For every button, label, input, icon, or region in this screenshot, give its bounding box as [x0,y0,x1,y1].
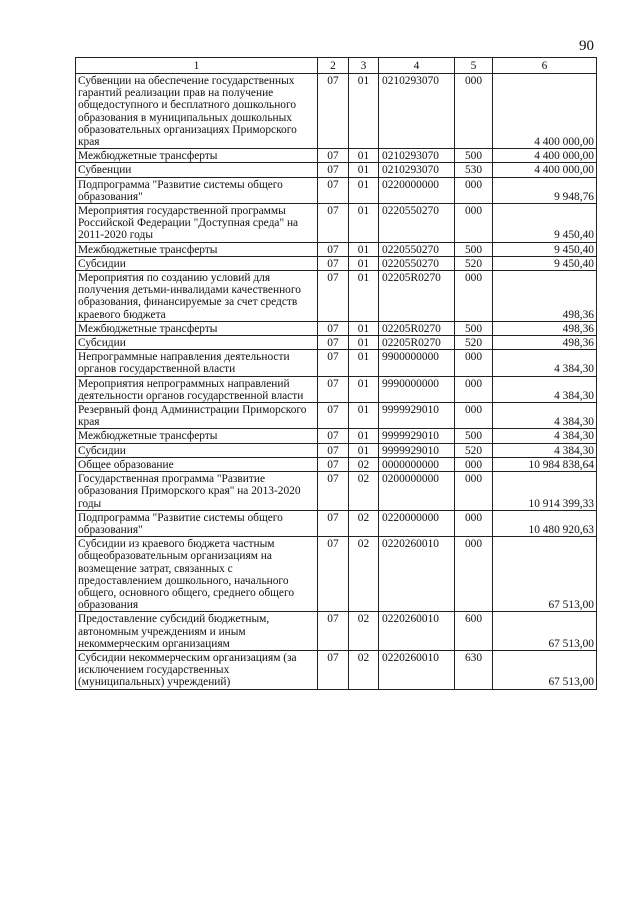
row-amount: 9 450,40 [493,256,597,270]
row-section: 07 [318,403,349,429]
row-target-code: 0210293070 [379,74,455,149]
row-subsection: 02 [349,510,379,536]
table-row [76,510,597,536]
row-name: Субвенции на обеспечение государственных гарантий реализации прав на получение общедоступного и бесплатного дошкольного образования в муниципальных дошкольных образовательных организациях Приморского края [76,74,318,149]
row-expense-type: 000 [455,204,493,243]
row-name: Общее образование [76,457,318,471]
header-cell: 3 [349,58,379,74]
row-section: 07 [318,650,349,689]
row-amount: 10 984 838,64 [493,457,597,471]
row-expense-type: 600 [455,612,493,651]
row-target-code: 0220000000 [379,510,455,536]
row-name: Подпрограмма "Развитие системы общего образования" [76,510,318,536]
row-subsection: 01 [349,242,379,256]
row-section: 07 [318,537,349,612]
table-row [76,457,597,471]
header-cell: 1 [76,58,318,74]
row-subsection: 01 [349,443,379,457]
row-name: Субвенции [76,163,318,177]
row-section: 07 [318,510,349,536]
row-target-code: 9999929010 [379,429,455,443]
row-target-code: 9900000000 [379,350,455,376]
table-row [76,163,597,177]
table-body [76,74,597,690]
row-expense-type: 000 [455,376,493,402]
row-name: Субсидии некоммерческим организациям (за исключением государственных (муниципальных) учреждений) [76,650,318,689]
row-expense-type: 500 [455,321,493,335]
row-section: 07 [318,204,349,243]
row-expense-type: 000 [455,510,493,536]
row-subsection: 02 [349,457,379,471]
row-target-code: 0000000000 [379,457,455,471]
row-subsection: 01 [349,204,379,243]
row-section: 07 [318,163,349,177]
table-row [76,242,597,256]
header-cell: 6 [493,58,597,74]
row-subsection: 01 [349,376,379,402]
page-number: 90 [579,38,594,54]
row-target-code: 0200000000 [379,472,455,511]
table-row [76,350,597,376]
row-expense-type: 520 [455,336,493,350]
row-amount: 498,36 [493,271,597,322]
table-row [76,472,597,511]
row-target-code: 02205R0270 [379,321,455,335]
row-expense-type: 000 [455,177,493,203]
row-name: Мероприятия по созданию условий для получения детьми-инвалидами качественного образования, финансируемые за счет средств краевого бюджета [76,271,318,322]
row-amount: 4 384,30 [493,350,597,376]
row-expense-type: 000 [455,350,493,376]
row-subsection: 01 [349,74,379,149]
row-target-code: 02205R0270 [379,336,455,350]
row-section: 07 [318,612,349,651]
row-name: Предоставление субсидий бюджетным, автономным учреждениям и иным некоммерческим организациям [76,612,318,651]
row-subsection: 01 [349,177,379,203]
row-amount: 67 513,00 [493,612,597,651]
row-subsection: 02 [349,650,379,689]
row-subsection: 01 [349,350,379,376]
header-cell: 4 [379,58,455,74]
row-name: Субсидии [76,256,318,270]
row-section: 07 [318,429,349,443]
row-name: Государственная программа "Развитие образования Приморского края" на 2013-2020 годы [76,472,318,511]
row-expense-type: 500 [455,429,493,443]
row-amount: 9 450,40 [493,242,597,256]
row-expense-type: 500 [455,149,493,163]
table-row [76,650,597,689]
table-row [76,537,597,612]
row-subsection: 01 [349,336,379,350]
row-expense-type: 000 [455,537,493,612]
row-amount: 4 400 000,00 [493,149,597,163]
row-section: 07 [318,74,349,149]
row-target-code: 0210293070 [379,149,455,163]
row-section: 07 [318,149,349,163]
row-section: 07 [318,177,349,203]
row-target-code: 0220260010 [379,650,455,689]
row-amount: 498,36 [493,336,597,350]
row-amount: 4 384,30 [493,376,597,402]
row-section: 07 [318,376,349,402]
row-amount: 4 384,30 [493,443,597,457]
header-row [76,58,597,74]
row-name: Субсидии [76,336,318,350]
row-subsection: 01 [349,163,379,177]
row-subsection: 01 [349,256,379,270]
row-target-code: 9999929010 [379,403,455,429]
row-amount: 4 400 000,00 [493,74,597,149]
row-target-code: 9999929010 [379,443,455,457]
table-row [76,204,597,243]
row-target-code: 9990000000 [379,376,455,402]
row-amount: 498,36 [493,321,597,335]
row-name: Подпрограмма "Развитие системы общего образования" [76,177,318,203]
row-expense-type: 000 [455,457,493,471]
row-subsection: 01 [349,149,379,163]
budget-table [75,57,597,690]
row-amount: 67 513,00 [493,650,597,689]
row-expense-type: 000 [455,472,493,511]
header-cell: 5 [455,58,493,74]
table-row [76,149,597,163]
row-subsection: 01 [349,271,379,322]
row-amount: 9 948,76 [493,177,597,203]
row-amount: 4 400 000,00 [493,163,597,177]
row-expense-type: 000 [455,403,493,429]
row-subsection: 01 [349,321,379,335]
row-section: 07 [318,472,349,511]
row-name: Межбюджетные трансферты [76,321,318,335]
row-expense-type: 520 [455,443,493,457]
row-section: 07 [318,336,349,350]
row-target-code: 0220550270 [379,204,455,243]
row-target-code: 0220260010 [379,537,455,612]
row-expense-type: 500 [455,242,493,256]
row-subsection: 01 [349,429,379,443]
header-cell: 2 [318,58,349,74]
row-expense-type: 530 [455,163,493,177]
row-expense-type: 000 [455,74,493,149]
table-row [76,443,597,457]
row-amount: 67 513,00 [493,537,597,612]
row-name: Мероприятия непрограммных направлений деятельности органов государственной власти [76,376,318,402]
row-name: Мероприятия государственной программы Российской Федерации "Доступная среда" на 2011-2020 годы [76,204,318,243]
row-expense-type: 000 [455,271,493,322]
table-row [76,612,597,651]
row-section: 07 [318,457,349,471]
table-row [76,429,597,443]
row-subsection: 02 [349,612,379,651]
table-row [76,271,597,322]
row-amount: 10 914 399,33 [493,472,597,511]
table-row [76,74,597,149]
row-subsection: 01 [349,403,379,429]
row-target-code: 0220550270 [379,256,455,270]
row-target-code: 0210293070 [379,163,455,177]
table-row [76,336,597,350]
row-name: Субсидии [76,443,318,457]
table-row [76,321,597,335]
row-target-code: 02205R0270 [379,271,455,322]
table-row [76,256,597,270]
row-section: 07 [318,350,349,376]
row-target-code: 0220000000 [379,177,455,203]
row-expense-type: 630 [455,650,493,689]
row-amount: 4 384,30 [493,429,597,443]
table-row [76,403,597,429]
table-row [76,177,597,203]
row-name: Непрограммные направления деятельности органов государственной власти [76,350,318,376]
row-section: 07 [318,242,349,256]
row-name: Резервный фонд Администрации Приморского края [76,403,318,429]
row-subsection: 02 [349,472,379,511]
row-target-code: 0220260010 [379,612,455,651]
row-subsection: 02 [349,537,379,612]
row-name: Межбюджетные трансферты [76,149,318,163]
row-section: 07 [318,443,349,457]
row-section: 07 [318,256,349,270]
row-name: Межбюджетные трансферты [76,429,318,443]
row-amount: 9 450,40 [493,204,597,243]
table-row [76,376,597,402]
row-amount: 4 384,30 [493,403,597,429]
row-section: 07 [318,321,349,335]
row-expense-type: 520 [455,256,493,270]
row-amount: 10 480 920,63 [493,510,597,536]
row-section: 07 [318,271,349,322]
row-name: Субсидии из краевого бюджета частным общеобразовательным организациям на возмещение затрат, связанных с предоставлением дошкольного, начального общего, основного общего, среднего общего образования [76,537,318,612]
row-target-code: 0220550270 [379,242,455,256]
row-name: Межбюджетные трансферты [76,242,318,256]
